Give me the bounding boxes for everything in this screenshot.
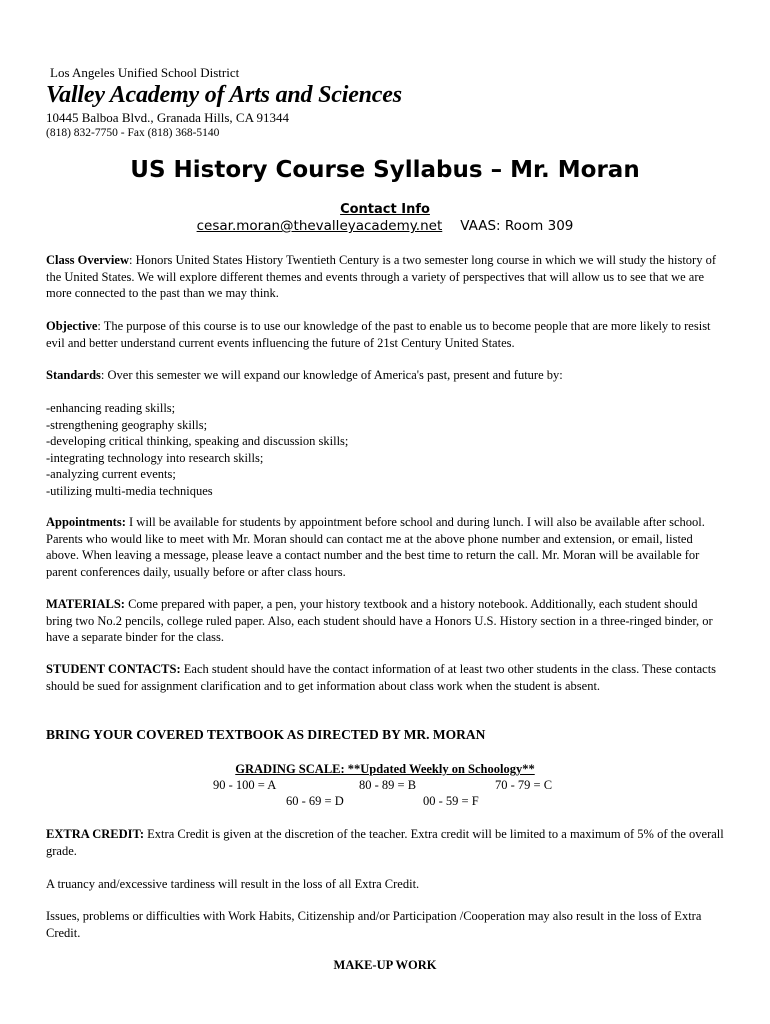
student-contacts-label: STUDENT CONTACTS: — [46, 662, 181, 676]
extra-credit-text: Extra Credit is given at the discretion of the teacher. Extra credit will be limited to a maximum of 5% of the overall grade. — [46, 827, 724, 858]
list-item: -developing critical thinking, speaking and discussion skills; — [46, 434, 349, 448]
school-name: Valley Academy of Arts and Sciences — [46, 82, 402, 108]
school-phone: (818) 832-7750 - Fax (818) 368-5140 — [46, 127, 220, 139]
appointments-text: I will be available for students by appointment before school and during lunch. I will also be available after school. Parents who would like to meet with Mr. Moran should can contact me at the above phone number and extension, or email, listed above. When leaving a message, please leave a contact number and the best time to return the call. Mr. Moran will be available for parent conferences daily, usually before or after class hours. — [46, 515, 705, 579]
standards-paragraph — [46, 367, 726, 384]
student-contacts-text: Each student should have the contact information of at least two other students in the class. These contacts should be sued for assignment clarification and to get information about class work when the student is absent. — [46, 662, 717, 693]
list-item: -enhancing reading skills; — [46, 401, 176, 415]
email-link[interactable]: cesar.moran@thevalleyacademy.net — [196, 218, 443, 234]
list-item: -utilizing multi-media techniques — [46, 483, 213, 498]
objective-paragraph — [46, 318, 726, 351]
appointments-paragraph — [46, 514, 726, 580]
truancy-paragraph: A truancy and/excessive tardiness will result in the loss of all Extra Credit. — [46, 877, 420, 891]
standards-text: : Over this semester we will expand our knowledge of America's past, present and future by: — [100, 368, 563, 382]
extra-credit-label: EXTRA CREDIT: — [46, 827, 145, 841]
grade-d: 60 - 69 = D — [286, 794, 344, 808]
student-contacts-paragraph — [46, 661, 726, 694]
makeup-work-heading: MAKE-UP WORK — [333, 958, 437, 972]
district-name: Los Angeles Unified School District — [50, 65, 240, 80]
overview-text: : Honors United States History Twentieth Century is a two semester long course in which we will study the history of the United States. We will explore different themes and events through a variety of perspectives that will allow us to see that we are more connected to the past than we may think. — [46, 253, 716, 300]
page-title: US History Course Syllabus – Mr. Moran — [130, 157, 640, 183]
extra-credit-paragraph — [46, 826, 726, 859]
materials-label: MATERIALS: — [46, 597, 125, 611]
contact-heading: Contact Info — [340, 202, 430, 217]
standards-list — [46, 400, 348, 499]
objective-text: : The purpose of this course is to use our knowledge of the past to enable us to become people that are more likely to resist evil and better understand current events influencing the future of 21st Century United States. — [46, 319, 711, 350]
materials-paragraph — [46, 596, 726, 646]
grade-c: 70 - 79 = C — [495, 778, 553, 792]
materials-text: Come prepared with paper, a pen, your history textbook and a history notebook. Additionally, each student should bring two No.2 pencils, college ruled paper. Also, each student should have a Honors U.S. History section in a three-ringed binder, or have a separate binder for the class. — [46, 597, 713, 644]
objective-label: Objective — [46, 319, 98, 333]
standards-label: Standards — [46, 368, 101, 382]
contact-line — [0, 218, 770, 234]
grade-b: 80 - 89 = B — [359, 778, 417, 792]
list-item: -integrating technology into research skills; — [46, 450, 264, 465]
school-address: 10445 Balboa Blvd., Granada Hills, CA 91344 — [46, 110, 290, 125]
overview-paragraph — [46, 252, 726, 302]
textbook-banner: BRING YOUR COVERED TEXTBOOK AS DIRECTED BY MR. MORAN — [46, 727, 486, 742]
grade-a: 90 - 100 = A — [213, 778, 277, 792]
grade-f: 00 - 59 = F — [423, 794, 479, 808]
overview-label: Class Overview — [46, 253, 129, 267]
list-item: -strengthening geography skills; — [46, 417, 208, 432]
list-item: -analyzing current events; — [46, 467, 176, 481]
grading-scale-heading: GRADING SCALE: **Updated Weekly on Schoology** — [235, 762, 535, 776]
room-number: VAAS: Room 309 — [460, 218, 574, 234]
issues-paragraph: Issues, problems or difficulties with Work Habits, Citizenship and/or Participation /Cooperation may also result in the loss of Extra Credit. — [46, 909, 702, 940]
appointments-label: Appointments: — [46, 515, 126, 529]
